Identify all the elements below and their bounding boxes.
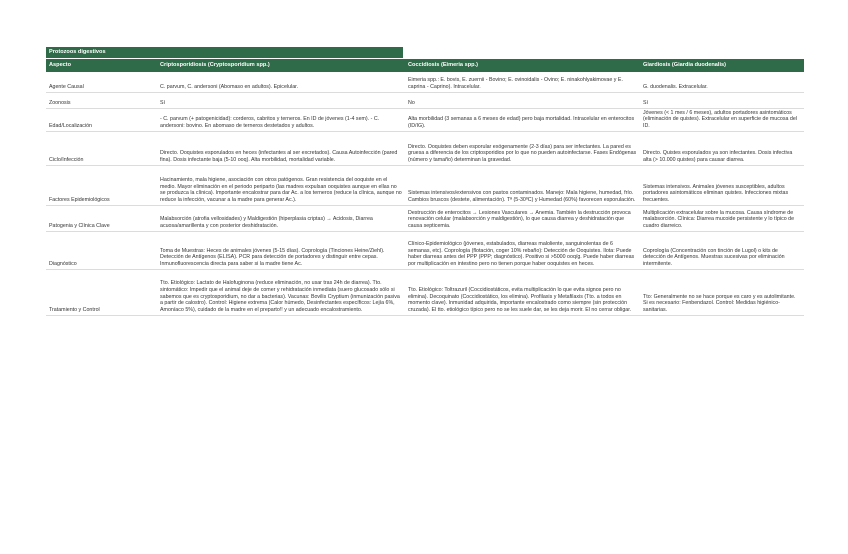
row-aspect: Agente Causal — [46, 72, 157, 92]
document-sheet — [46, 47, 804, 316]
table-row — [46, 166, 804, 206]
table-row — [46, 132, 804, 166]
header-crypto — [157, 59, 405, 73]
cell-cocci: Clínico-Epidemiológico (jóvenes, estabulados, diarreas maloliente, sanguinolentas de 6 semanas, etc). Coprología (flotación, coger 10% rebaño): Detección de Ooquistes. Ilota: Puede haber diarreas antes del PPP (PPP; diagnóstico). Positivo si >5000 ooq/g. Puede haber diarreas por multiplicación en intestino pero no tienen porque haber ooquistes en heces. — [405, 232, 640, 270]
cell-crypto: - C. parvum (+ patogenicidad): corderos, cabritos y terneros. En ID de jóvenes (1-4 sem). - C. andersoni: bovino. En abomaso de terneros destetados y adultos. — [157, 108, 405, 132]
row-aspect: Patogenia y Clínica Clave — [46, 206, 157, 232]
header-crypto-label: Criptosporidiosis (Cryptosporidium spp.) — [160, 61, 270, 68]
table-row — [46, 232, 804, 270]
cell-giardia: Jóvenes (< 1 mes / 6 meses), adultos portadores asintomáticos (eliminación de quistes). Extracelular en superficie de mucosa del ID. — [640, 108, 804, 132]
cell-crypto: Tto. Etiológico: Lactato de Halofuginona (reduce eliminación, no usar tras 24h de diarrea). Tto. sintomático: Impedir que el animal deje de comer y rehidratación inmediata (suero glucosado sólo si sabemos que es cryptosporidium, no dar a bacterias). Vacunas: Bovilis Cryptium (inmunización pasiva a partir de calostro). Control: Higiene extrema (Calor húmedo, Desinfectantes específicos: Lejía 6%, Amoníaco 5%), cuidado de la madre en el preparto!! y un adecuado encalostramiento. — [157, 270, 405, 316]
cell-giardia: Sí — [640, 92, 804, 108]
cell-giardia: Directo. Quistes esporulados ya son infectantes. Dosis infectiva alta (> 10.000 quistes) para causar diarrea. — [640, 132, 804, 166]
cell-cocci: Destrucción de enterocitos → Lesiones Vasculares → Anemia. También la destrucción provoca renovación celular (malabsorción y maldigestión), lo que causa diarrea y deshidratación que causa septicemia. — [405, 206, 640, 232]
header-cocci-label: Coccidiosis (Eimeria spp.) — [408, 61, 478, 68]
row-aspect: Diagnóstico — [46, 232, 157, 270]
row-aspect: Zoonosis — [46, 92, 157, 108]
cell-cocci: Sistemas intensivos/extensivos con pastos contaminados. Manejo: Mala higiene, humedad, frío. Cambios bruscos (destete, alimentación). Tª (5-30ºC) y Humedad (60%) favorecen esporulación. — [405, 166, 640, 206]
table-row — [46, 206, 804, 232]
cell-giardia: Multiplicación extracelular sobre la mucosa. Causa síndrome de malabsorción. Clínica: Diarrea mucoide persistente y lo típico de cuadro diarreico. — [640, 206, 804, 232]
cell-giardia: Coprología (Concentración con tinción de Lugol) o kits de detección de Antígenos. Muestras sucesivas por eliminación intermitente. — [640, 232, 804, 270]
row-aspect: Ciclo/Infección — [46, 132, 157, 166]
cell-crypto: C. parvum, C. andersoni (Abomaso en adultos). Epicelular. — [157, 72, 405, 92]
table-row — [46, 270, 804, 316]
cell-cocci: Directo. Ooquistes deben esporular exógenamente (2-3 días) para ser infectantes. La pared es gruesa a diferencia de los criptosporidios por lo que no pueden autoinfectarse. Fases Endógenas (número y tamaño) determinan la gravedad. — [405, 132, 640, 166]
comparison-table — [46, 58, 804, 316]
row-aspect: Factores Epidemiológicos — [46, 166, 157, 206]
header-aspect: Aspecto — [46, 59, 157, 73]
cell-cocci: Alta morbilidad (3 semanas a 6 meses de edad) pero baja mortalidad. Intracelular en enterocitos (ID/IG). — [405, 108, 640, 132]
cell-giardia: G. duodenalis. Extracelular. — [640, 72, 804, 92]
header-giardia-label: Giardiosis (Giardia duodenalis) — [643, 61, 726, 68]
table-row — [46, 72, 804, 92]
row-aspect: Edad/Localización — [46, 108, 157, 132]
row-aspect: Tratamiento y Control — [46, 270, 157, 316]
header-cocci — [405, 59, 640, 73]
cell-crypto: Toma de Muestras: Heces de animales jóvenes (5-15 días). Coprología (Tinciones Heine/Ziehl). Detección de Antígenos (ELISA). PCR para detección de portadores y distinguir entre cepas. Inmunofluorescencia directa para saber si la madre tiene Ac. — [157, 232, 405, 270]
header-giardia — [640, 59, 804, 73]
section-title: Protozoos digestivos — [46, 47, 403, 58]
cell-crypto: Hacinamiento, mala higiene, asociación con otros patógenos. Gran resistencia del ooquiste en el medio. Mayor eliminación en el periodo periparto (las madres expulsan ooquistes aunque en ellas no se produzca la clínica). Importante encalostrar para dar Ac. a los terneros (reduce la clínica, aunque no reduce la infección, vacunar a la madre para generar Ac.). — [157, 166, 405, 206]
table-row — [46, 92, 804, 108]
cell-crypto: Malabsorción (atrofia vellosidades) y Maldigestión (hiperplasia criptas) → Acidosis, Diarrea acuosa/amarillenta y con posterior deshidratación. — [157, 206, 405, 232]
cell-cocci: Eimeria spp.: E. bovis, E. zuernii - Bovino; E. ovinoidalis - Ovino; E. ninakohlyakimovae y E. caprina - Caprino). Intracelular. — [405, 72, 640, 92]
cell-giardia: Sistemas intensivos. Animales jóvenes susceptibles, adultos portadores asintomáticos eliminan quistes. Infecciones mixtas frecuentes. — [640, 166, 804, 206]
cell-giardia: Tto: Generalmente no se hace porque es caro y es autolimitante. Si es necesario: Fenbendazol. Control: Medidas higiénico-sanitarias. — [640, 270, 804, 316]
header-row — [46, 59, 804, 73]
cell-cocci: No — [405, 92, 640, 108]
cell-cocci: Tto. Etiológico: Toltrazuril (Coccidiostáticos, evita multiplicación lo que evita signos pero no elimina). Decoquinato (Coccidiostático, los elimina). Profilaxis y Metafilaxis (Tto. a todos en momento clave). Inmunidad adquirida, importante encalostrado como siempre (sin protección cruzada). El tto. etiológico típico pero no se les suele dar, se les deja morir. El no cerrar obligar. — [405, 270, 640, 316]
cell-crypto: Directo. Ooquistes esporulados en heces (infectantes al ser excretados). Causa Autoinfección (pared fina). Dosis infectante baja (5-10 ooq). Alta morbilidad, mortalidad variable. — [157, 132, 405, 166]
cell-crypto: Sí — [157, 92, 405, 108]
table-row — [46, 108, 804, 132]
